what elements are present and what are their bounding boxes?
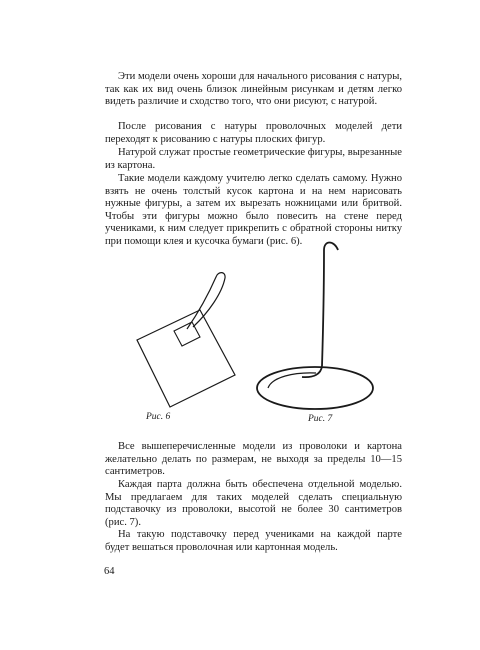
paragraph-3: Натурой служат простые геометрические фигуры, вырезанные из картона.	[105, 147, 402, 171]
paragraph-6: Каждая парта должна быть обеспечена отдельной моделью. Мы предлагаем для таких моделей сделать специальную подставочку из проволоки, высотой не более 30 сантиметров (рис. 7).	[105, 479, 402, 528]
paragraph-1: Эти модели очень хороши для начального рисования с натуры, так как их вид очень близок линейным рисункам и детям легко видеть различие и сходство того, что они рисуют, с натурой.	[105, 71, 402, 108]
wire-hook-shape	[324, 243, 338, 251]
paragraph-5: Все вышеперечисленные модели из проволоки и картона желательно делать по размерам, не выходя за пределы 10—15 сантиметров.	[105, 441, 402, 478]
page-number: 64	[104, 566, 115, 577]
wire-base-inner-shape	[268, 373, 316, 388]
paper-patch-shape	[174, 322, 200, 346]
paragraph-2: После рисования с натуры проволочных моделей дети переходят к рисованию с натуры плоских фигур.	[105, 121, 402, 145]
figure-7-caption: Рис. 7	[308, 414, 333, 424]
paragraph-7: На такую подставочку перед учениками на каждой парте будет вешаться проволочная или картонная модель.	[105, 529, 402, 553]
figure-7-wire-stand	[250, 238, 390, 418]
paragraph-4: Такие модели каждому учителю легко сделать самому. Нужно взять не очень толстый кусок картона и на нем нарисовать нужные фигуры, а затем их вырезать ножницами или бритвой. Чтобы эти фигуры можно было повесить на стене перед учениками, к ним следует прикрепить с обратной стороны нитку при помощи клея и кусочка бумаги (рис. 6).	[105, 173, 402, 247]
figure-6-cardboard-model	[130, 265, 250, 415]
wire-rod-shape	[322, 250, 324, 366]
figure-6-caption: Рис. 6	[146, 412, 171, 422]
